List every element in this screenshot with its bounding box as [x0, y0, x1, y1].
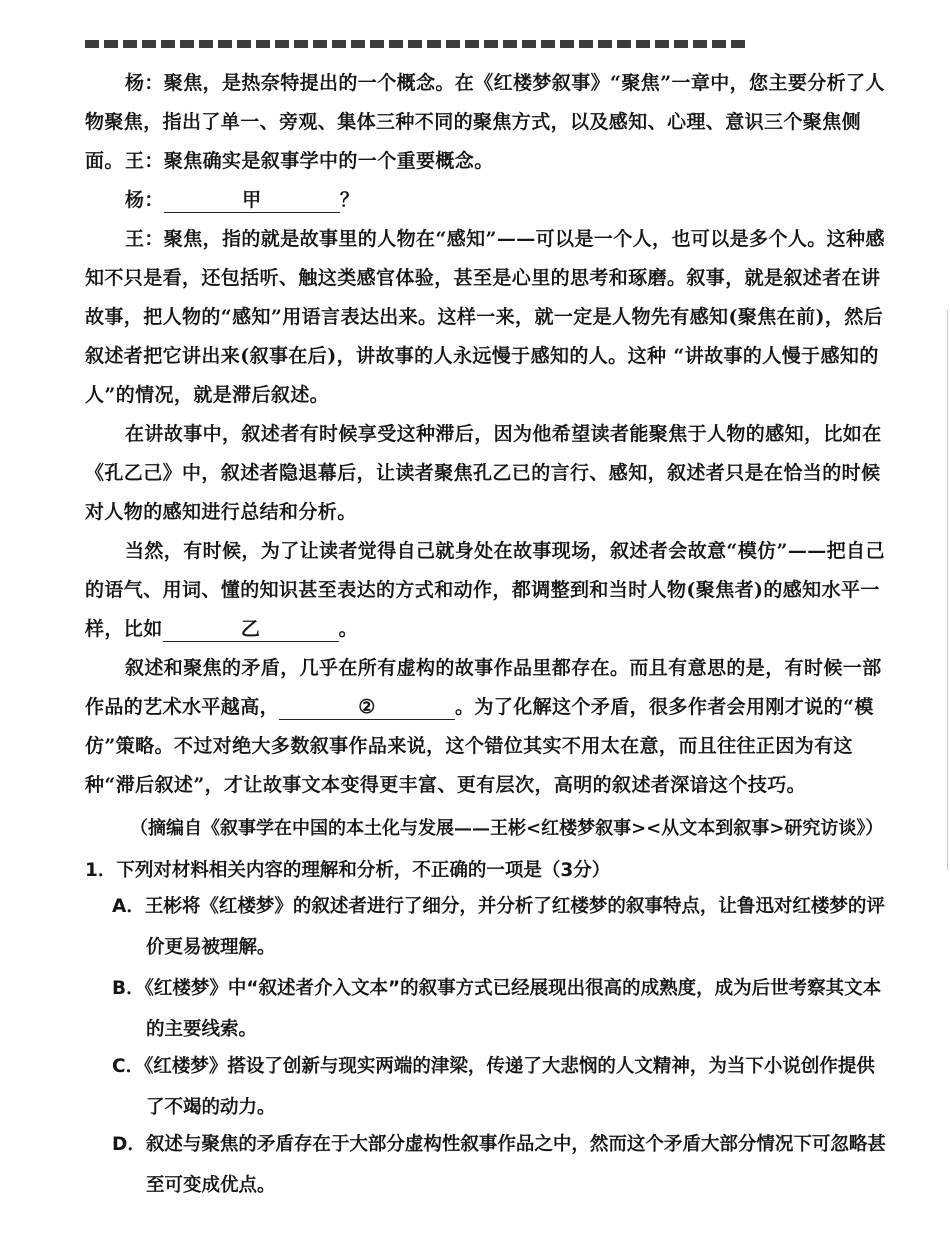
- option-text: D．叙述与聚焦的矛盾存在于大部分虚构性叙事作品之中，然而这个矛盾大部分情况下可忽略甚至可变成优点。: [112, 1134, 886, 1196]
- paragraph-text: 王：聚焦确实是叙事学中的一个重要概念。: [125, 150, 494, 172]
- option-d: [112, 1124, 892, 1206]
- paragraph-text: 。为了化解这个矛盾，很多作者会用刚才说的“模仿”策略。不过对绝大多数叙事作品来说，这个错位其实不用太在意，而且往往正因为有这种“滞后叙述”，才让故事文本变得更丰富、更有层次，高明的叙述者深谙这个技巧。: [85, 696, 874, 796]
- paragraph-text: 王：聚焦，指的就是故事里的人物在“感知”——可以是一个人，也可以是多个人。这种感知不只是看，还包括听、触这类感官体验，甚至是心里的思考和琢磨。叙事，就是叙述者在讲故事，把人物的“感知”用语言表达出来。这样一来，就一定是人物先有感知(聚焦在前)，然后叙述者把它讲出来(叙事在后)，讲故事的人永远慢于感知的人。这种 “讲故事的人慢于感知的人”的情况，就是滞后叙述。: [85, 228, 885, 406]
- option-text: B．《红楼梦》中“叙述者介入文本”的叙事方式已经展现出很高的成熟度，成为后世考察其文本的主要线索。: [112, 978, 882, 1040]
- option-b: [112, 968, 892, 1050]
- paragraph-wang-2: [85, 220, 890, 415]
- paragraph-text: 当然，有时候，为了让读者觉得自己就身处在故事现场，叙述者会故意“模仿”——把自己的语气、用词、懂的知识甚至表达的方式和动作，都调整到和当时人物(聚焦者)的感知水平一样，比如: [85, 540, 885, 640]
- question-stem: 1．下列对材料相关内容的理解和分析，不正确的一项是（3分）: [85, 860, 611, 881]
- cropped-text-fragment: [85, 40, 745, 48]
- blank-2: ②: [279, 695, 455, 720]
- cropped-top-line: [85, 26, 885, 48]
- paragraph-narration-3: [85, 649, 890, 805]
- paragraph-text: 在讲故事中，叙述者有时候享受这种滞后，因为他希望读者能聚焦于人物的感知，比如在《孔乙己》中，叙述者隐退幕后，让读者聚焦孔乙已的言行、感知，叙述者只是在恰当的时候对人物的感知进行总结和分析。: [85, 423, 882, 523]
- option-text: A．王彬将《红楼梦》的叙述者进行了细分，并分析了红楼梦的叙事特点，让鲁迅对红楼梦的评价更易被理解。: [112, 896, 885, 958]
- question-mark: ？: [339, 189, 360, 211]
- blank-yi: 乙: [163, 617, 339, 642]
- option-a: [112, 886, 892, 968]
- period: 。: [338, 618, 359, 640]
- paragraph-text: 叙述和聚焦的矛盾，几乎在所有虚构的故事作品里都存在。而且有意思的是，有时候一部作品的艺术水平越高，: [85, 657, 882, 718]
- speaker-label: 杨：: [125, 189, 164, 211]
- option-text: C．《红楼梦》搭设了创新与现实两端的津梁，传递了大悲悯的人文精神，为当下小说创作提供了不竭的动力。: [112, 1056, 875, 1118]
- paragraph-yang-2: [85, 181, 890, 220]
- source-citation: （摘编自《叙事学在中国的本土化与发展——王彬<红楼梦叙事><从文本到叙事>研究访谈》）: [130, 818, 884, 839]
- blank-jia: 甲: [164, 188, 340, 213]
- option-c: [112, 1046, 892, 1128]
- paragraph-text: 杨：聚焦，是热奈特提出的一个概念。在《红楼梦叙事》“聚焦”一章中，您主要分析了人物聚焦，指出了单一、旁观、集体三种不同的聚焦方式，以及感知、心理、意识三个聚焦侧面。: [85, 72, 885, 172]
- paragraph-narration-1: [85, 415, 890, 532]
- paragraph-narration-2: [85, 532, 890, 649]
- scan-edge-line: [947, 310, 948, 870]
- paragraph-wang-1: [85, 142, 890, 181]
